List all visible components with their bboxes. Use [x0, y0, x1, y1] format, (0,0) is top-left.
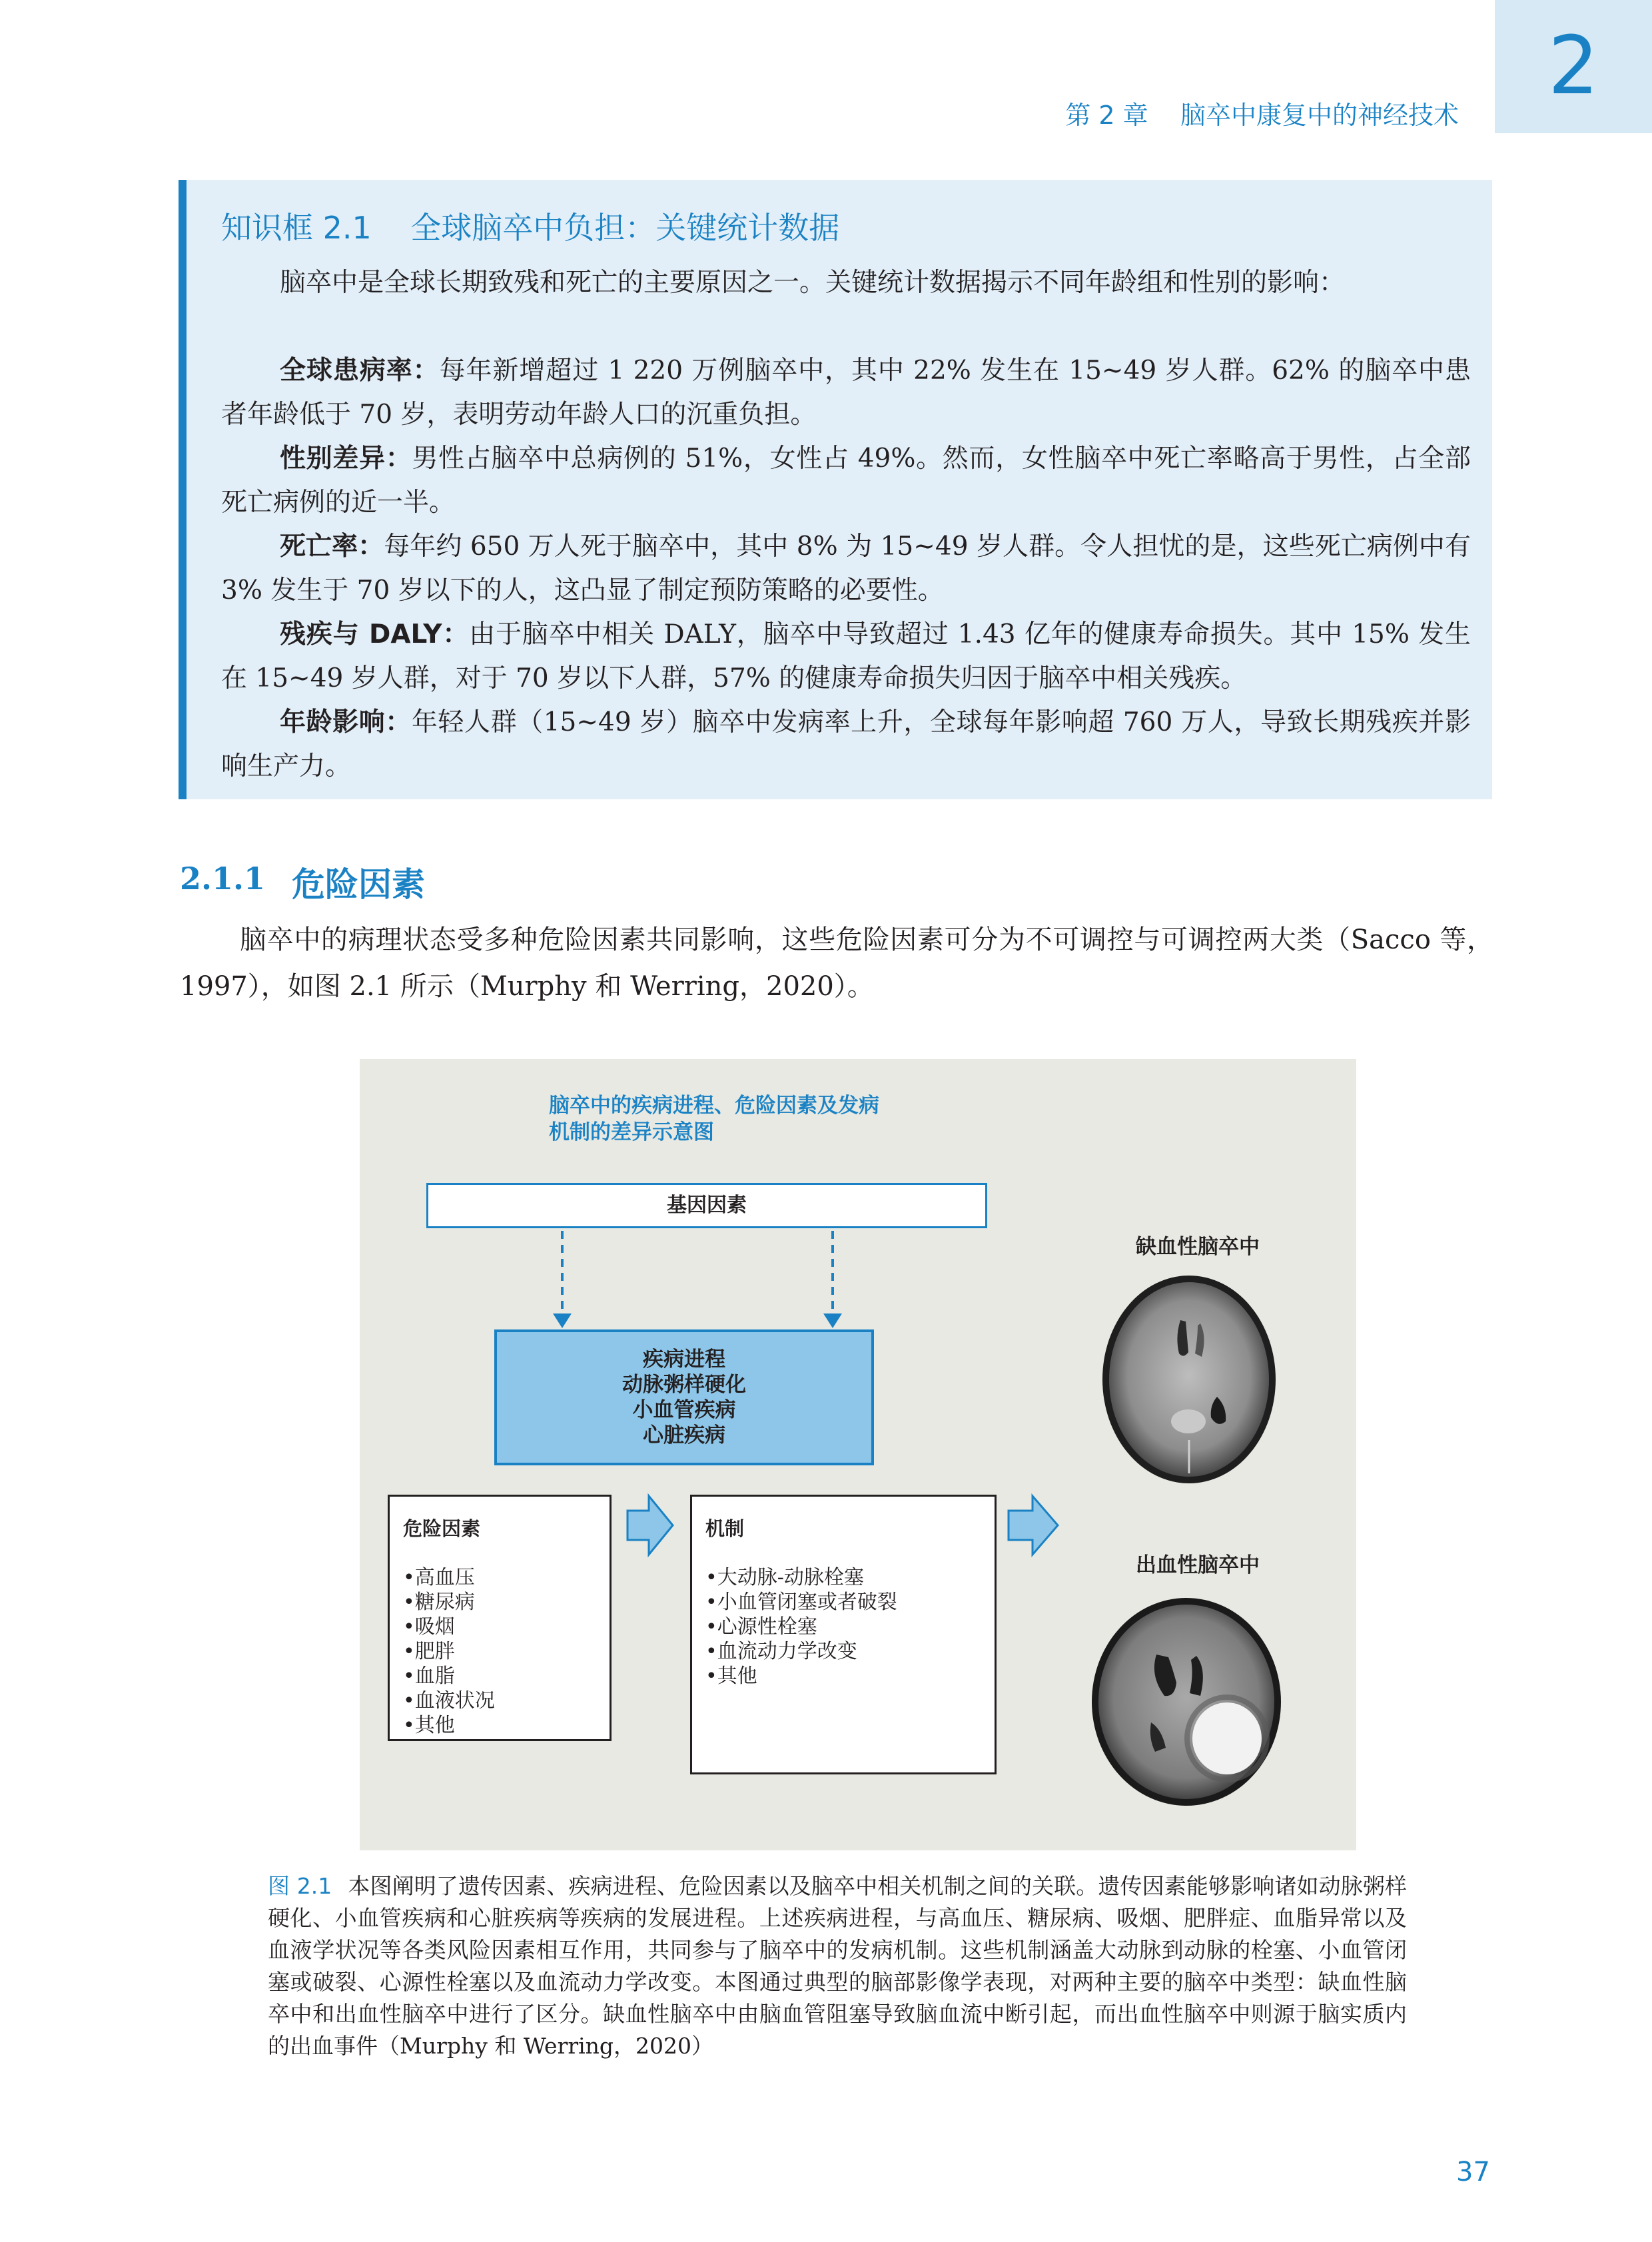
list-item: • 糖尿病	[403, 1590, 596, 1615]
risk-box-title: 危险因素	[403, 1517, 481, 1540]
gene-factor-box: 基因因素	[426, 1183, 987, 1228]
list-item: • 肥胖	[403, 1639, 596, 1664]
chapter-number: 2	[1547, 20, 1599, 113]
item-text: 每年约 650 万人死于脑卒中，其中 8% 为 15~49 岁人群。令人担忧的是，这些死亡病例中有 3% 发生于 70 岁以下的人，这凸显了制定预防策略的必要性。	[221, 532, 1471, 605]
list-item: • 血脂	[403, 1664, 596, 1688]
dashed-arrow-left	[553, 1231, 572, 1328]
disease-process-box	[494, 1329, 874, 1465]
item-lead: 死亡率：	[280, 532, 384, 561]
knowledge-box-item	[221, 701, 1471, 789]
block-arrow-mechanism-to-outcome	[1009, 1496, 1058, 1555]
list-item: • 大动脉-动脉栓塞	[705, 1565, 981, 1590]
disease-box-line: 动脉粥样硬化	[622, 1373, 746, 1397]
figure-heading: 脑卒中的疾病进程、危险因素及发病机制的差异示意图	[549, 1094, 879, 1144]
knowledge-box-item	[221, 613, 1471, 701]
section-number: 2.1.1	[180, 861, 266, 897]
disease-box-line: 疾病进程	[643, 1347, 725, 1371]
list-item: • 心源性栓塞	[705, 1615, 981, 1639]
item-lead: 残疾与 DALY：	[280, 619, 470, 649]
caption-text: 本图阐明了遗传因素、疾病进程、危险因素以及脑卒中相关机制之间的关联。遗传因素能够影响诸如动脉粥样硬化、小血管疾病和心脏疾病等疾病的发展进程。上述疾病进程，与高血压、糖尿病、吸烟、肥胖症、血脂异常以及血液学状况等各类风险因素相互作用，共同参与了脑卒中的发病机制。这些机制涵盖大动脉到动脉的栓塞、小血管闭塞或破裂、心源性栓塞以及血流动力学改变。本图通过典型的脑部影像学表现，对两种主要的脑卒中类型：缺血性脑卒中和出血性脑卒中进行了区分。缺血性脑卒中由脑血管阻塞导致脑血流中断引起，而出血性脑卒中则源于脑实质内的出血事件（Murphy 和 Werring，2020）	[268, 1873, 1407, 2059]
item-lead: 年龄影响：	[280, 707, 412, 737]
hemorrhagic-stroke-label: 出血性脑卒中	[1136, 1553, 1260, 1577]
item-text: 年轻人群（15~49 岁）脑卒中发病率上升，全球每年影响超 760 万人，导致长期残疾并影响生产力。	[221, 707, 1471, 781]
disease-box-line: 心脏疾病	[643, 1423, 725, 1447]
item-text: 由于脑卒中相关 DALY，脑卒中导致超过 1.43 亿年的健康寿命损失。其中 15% 发生在 15~49 岁人群，对于 70 岁以下人群，57% 的健康寿命损失归因于脑卒中相关残疾。	[221, 619, 1471, 693]
caption-label: 图 2.1	[268, 1873, 332, 1899]
list-item: • 血液状况	[403, 1688, 596, 1713]
running-head: 第 2 章 脑卒中康复中的神经技术	[1065, 101, 1459, 130]
knowledge-box-item	[221, 349, 1471, 437]
ischemic-stroke-label: 缺血性脑卒中	[1136, 1235, 1260, 1259]
figure-caption	[268, 1870, 1407, 2062]
mechanism-list	[705, 1565, 981, 1688]
list-item: • 小血管闭塞或者破裂	[705, 1590, 981, 1615]
item-lead: 性别差异：	[280, 444, 412, 474]
ischemic-ct-image	[1100, 1274, 1278, 1485]
block-arrow-risk-to-mechanism	[627, 1496, 673, 1555]
knowledge-box-intro: 脑卒中是全球长期致残和死亡的主要原因之一。关键统计数据揭示不同年龄组和性别的影响：	[280, 268, 1346, 298]
list-item: • 吸烟	[403, 1615, 596, 1639]
item-text: 男性占脑卒中总病例的 51%，女性占 49%。然而，女性脑卒中死亡率略高于男性，占全部死亡病例的近一半。	[221, 444, 1471, 518]
item-lead: 全球患病率：	[280, 356, 440, 386]
hemorrhagic-ct-image	[1090, 1596, 1283, 1808]
page-number: 37	[1456, 2157, 1490, 2187]
disease-box-line: 小血管疾病	[632, 1398, 736, 1422]
section-title: 危险因素	[292, 865, 425, 904]
dashed-arrow-right	[823, 1231, 842, 1328]
knowledge-box-title: 知识框 2.1 全球脑卒中负担：关键统计数据	[221, 210, 840, 246]
mechanism-box-title: 机制	[705, 1517, 745, 1540]
knowledge-box-item	[221, 525, 1471, 613]
list-item: • 血流动力学改变	[705, 1639, 981, 1664]
risk-factor-box	[388, 1495, 612, 1741]
item-text: 每年新增超过 1 220 万例脑卒中，其中 22% 发生在 15~49 岁人群。62% 的脑卒中患者年龄低于 70 岁，表明劳动年龄人口的沉重负担。	[221, 356, 1471, 430]
risk-factor-list	[403, 1565, 596, 1738]
list-item: • 其他	[705, 1664, 981, 1688]
list-item: • 其他	[403, 1713, 596, 1738]
list-item: • 高血压	[403, 1565, 596, 1590]
mechanism-box	[690, 1495, 997, 1774]
knowledge-box-accent-bar	[179, 180, 187, 799]
knowledge-box-item	[221, 437, 1471, 525]
body-paragraph: 脑卒中的病理状态受多种危险因素共同影响，这些危险因素可分为不可调控与可调控两大类（Sacco 等，1997），如图 2.1 所示（Murphy 和 Werring，2020）。	[180, 925, 1493, 1002]
